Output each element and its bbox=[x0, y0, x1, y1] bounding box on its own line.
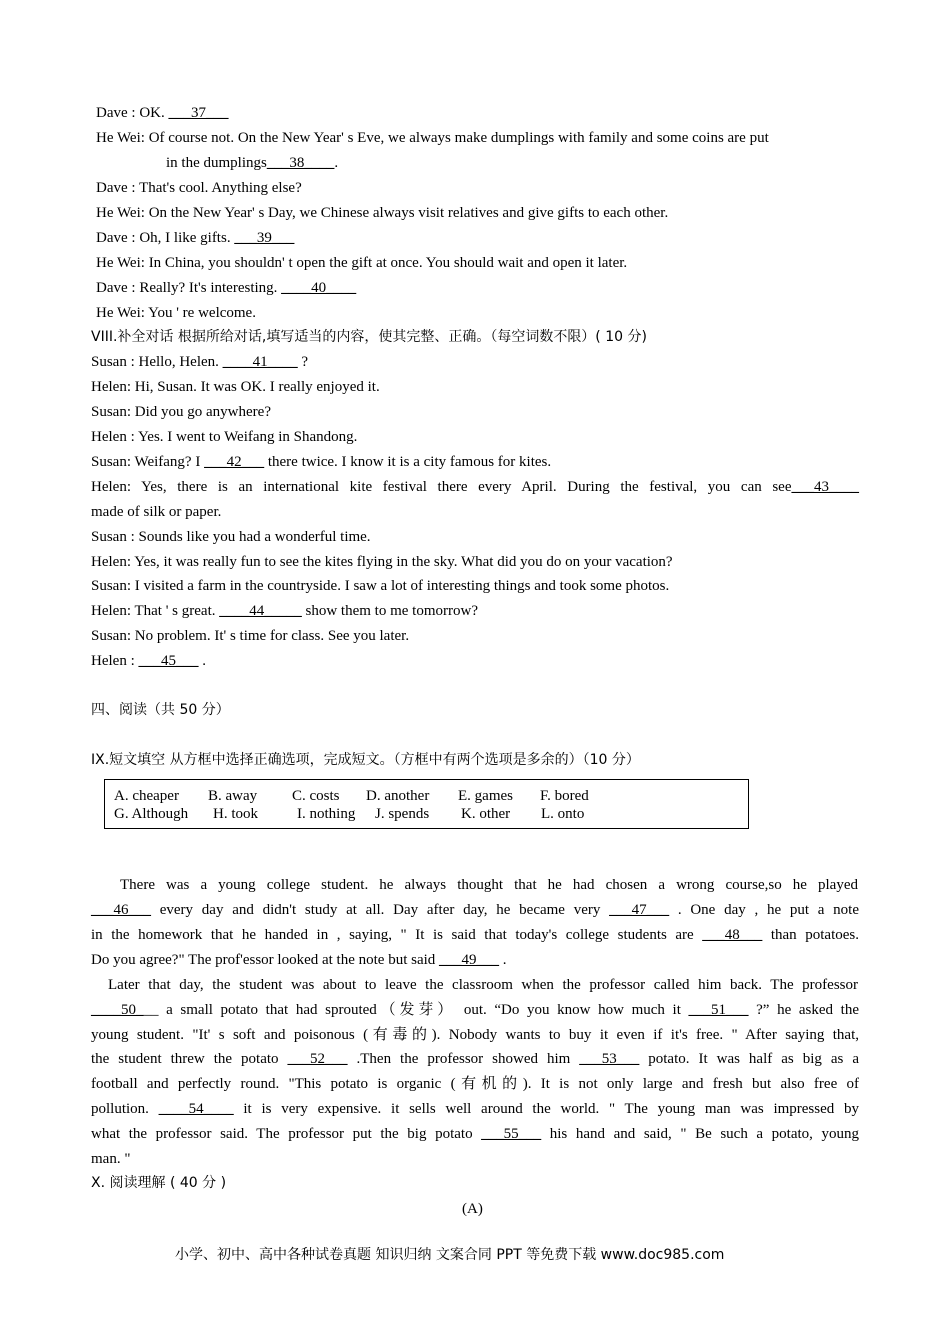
dialogue-line: He Wei: On the New Year' s Day, we Chinese always visit relatives and give gifts to each other. bbox=[96, 205, 669, 221]
section-4-title: 四、阅读（共 50 分） bbox=[91, 702, 230, 718]
dialogue-line: Susan: Weifang? I ___42___ there twice. I know it is a city famous for kites. bbox=[91, 454, 552, 470]
option-a: A. cheaper bbox=[114, 788, 179, 804]
dialogue-line: He Wei: You ' re welcome. bbox=[96, 305, 256, 321]
dialogue-line: Susan : Hello, Helen. ____41____ ? bbox=[91, 354, 309, 370]
blank-50[interactable]: ____50_ bbox=[91, 1002, 144, 1018]
passage-line: football and perfectly round. "This potato is organic (有机的). It is not only large and fresh but also free of bbox=[91, 1076, 859, 1092]
blank-42[interactable]: ___42___ bbox=[204, 454, 265, 470]
passage-line: what the professor said. The professor put the big potato ___55___ his hand and said, " Be such a potato, young bbox=[91, 1126, 859, 1142]
section-8-title: VIII.补全对话 根据所给对话,填写适当的内容，使其完整、正确。（每空词数不限）( 10 分) bbox=[91, 329, 647, 345]
section-10-title: X. 阅读理解 ( 40 分 ) bbox=[91, 1175, 227, 1191]
blank-46[interactable]: ___46___ bbox=[91, 902, 151, 918]
passage-line: the student threw the potato ___52___ .Then the professor showed him ___53___ potato. It was half as big as a bbox=[91, 1051, 859, 1067]
dialogue-line: He Wei: In China, you shouldn' t open the gift at once. You should wait and open it later. bbox=[96, 255, 628, 271]
blank-41[interactable]: ____41____ bbox=[222, 354, 298, 370]
dialogue-line: made of silk or paper. bbox=[91, 504, 222, 520]
options-box bbox=[104, 779, 749, 829]
dialogue-line: Helen : ___45___ . bbox=[91, 653, 206, 669]
dialogue-line: Dave : Oh, I like gifts. ___39___ bbox=[96, 230, 295, 246]
dialogue-line: Helen: That ' s great. ____44_____ show them to me tomorrow? bbox=[91, 603, 478, 619]
dialogue-line: Helen: Yes, it was really fun to see the kites flying in the sky. What did you do on your vacation? bbox=[91, 554, 673, 570]
option-k: K. other bbox=[461, 806, 511, 822]
option-b: B. away bbox=[208, 788, 258, 804]
dialogue-line: Helen: Yes, there is an international kite festival there every April. During the festival, you can see___43____ bbox=[91, 479, 859, 495]
dialogue-line: in the dumplings___38____. bbox=[166, 155, 339, 171]
dialogue-line: Susan: I visited a farm in the countryside. I saw a lot of interesting things and took some photos. bbox=[91, 578, 670, 594]
option-g: G. Although bbox=[114, 806, 189, 822]
option-c: C. costs bbox=[292, 788, 340, 804]
blank-55[interactable]: ___55___ bbox=[481, 1126, 542, 1142]
passage-line: ____50___ a small potato that had sprouted（发芽） out. “Do you know how much it ___51___ ?” he asked the bbox=[91, 1002, 859, 1018]
option-e: E. games bbox=[458, 788, 513, 804]
blank-39[interactable]: ___39___ bbox=[234, 230, 295, 246]
section-9-title: IX.短文填空 从方框中选择正确选项，完成短文。（方框中有两个选项是多余的）（10 分） bbox=[91, 752, 640, 768]
footer-text[interactable]: 小学、初中、高中各种试卷真题 知识归纳 文案合同 PPT 等免费下载 www.doc985.com bbox=[175, 1247, 725, 1263]
dialogue-line: Helen: Hi, Susan. It was OK. I really enjoyed it. bbox=[91, 379, 380, 395]
option-j: J. spends bbox=[375, 806, 430, 822]
blank-40[interactable]: ____40____ bbox=[281, 280, 357, 296]
option-d: D. another bbox=[366, 788, 430, 804]
blank-45[interactable]: ___45___ bbox=[138, 653, 199, 669]
blank-37[interactable]: ___37___ bbox=[168, 105, 229, 121]
passage-line: ___46___ every day and didn't study at all. Day after day, he became very ___47___ . One day , he put a note bbox=[91, 902, 859, 918]
passage-line: Do you agree?" The prof'essor looked at the note but said ___49___ . bbox=[91, 952, 507, 968]
dialogue-line: He Wei: Of course not. On the New Year' s Eve, we always make dumplings with family and some coins are put bbox=[96, 130, 769, 146]
option-f: F. bored bbox=[540, 788, 589, 804]
blank-38[interactable]: ___38____ bbox=[266, 155, 335, 171]
blank-47[interactable]: ___47___ bbox=[609, 902, 670, 918]
blank-54[interactable]: ____54____ bbox=[158, 1101, 234, 1117]
blank-51[interactable]: ___51___ bbox=[688, 1002, 749, 1018]
blank-43[interactable]: ___43____ bbox=[791, 479, 859, 495]
dialogue-line: Susan: No problem. It' s time for class. See you later. bbox=[91, 628, 410, 644]
dialogue-line: Susan: Did you go anywhere? bbox=[91, 404, 271, 420]
blank-44[interactable]: ____44_____ bbox=[219, 603, 302, 619]
option-l: L. onto bbox=[541, 806, 585, 822]
passage-line: man. " bbox=[91, 1151, 131, 1167]
passage-line: There was a young college student. he always thought that he had chosen a wrong course,so he played bbox=[120, 877, 858, 893]
passage-line: Later that day, the student was about to leave the classroom when the professor called him back. The professor bbox=[108, 977, 858, 993]
blank-52[interactable]: ___52___ bbox=[287, 1051, 348, 1067]
passage-line: in the homework that he handed in , saying, " It is said that today's college students are ___48___ than potatoes. bbox=[91, 927, 859, 943]
dialogue-line: Dave : That's cool. Anything else? bbox=[96, 180, 302, 196]
dialogue-line: Dave : Really? It's interesting. ____40____ bbox=[96, 280, 357, 296]
passage-line: young student. "It' s soft and poisonous (有毒的). Nobody wants to buy it even if it's free. " After saying that, bbox=[91, 1027, 859, 1043]
blank-49[interactable]: ___49___ bbox=[439, 952, 500, 968]
dialogue-line: Dave : OK. ___37___ bbox=[96, 105, 229, 121]
blank-48[interactable]: ___48___ bbox=[702, 927, 763, 943]
dialogue-line: Susan : Sounds like you had a wonderful time. bbox=[91, 529, 371, 545]
passage-line: pollution. ____54____ it is very expensive. it sells well around the world. " The young man was impressed by bbox=[91, 1101, 859, 1117]
option-i: I. nothing bbox=[297, 806, 356, 822]
option-h: H. took bbox=[213, 806, 258, 822]
dialogue-line: Helen : Yes. I went to Weifang in Shandong. bbox=[91, 429, 358, 445]
section-10-subtitle: (A) bbox=[462, 1201, 483, 1217]
blank-53[interactable]: ___53___ bbox=[579, 1051, 640, 1067]
